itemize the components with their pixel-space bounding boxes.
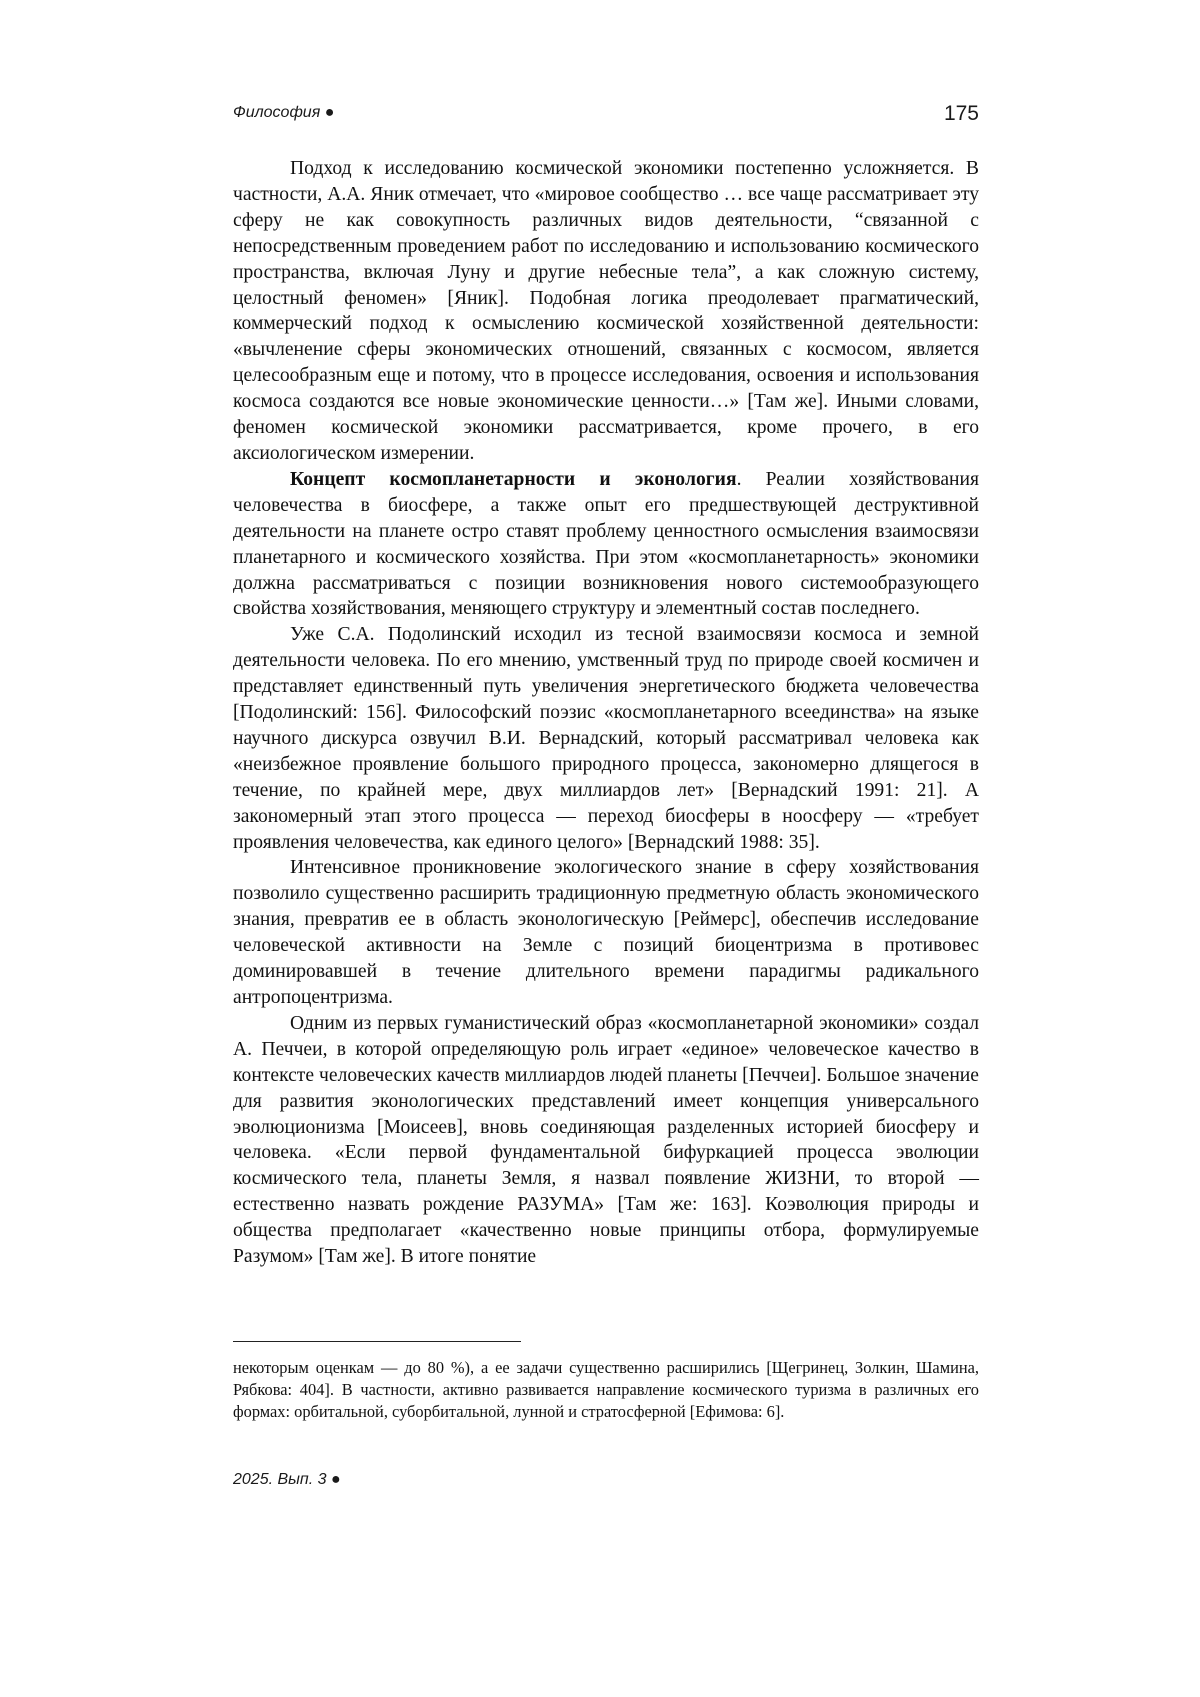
page-number: 175 — [943, 102, 979, 125]
paragraph-podolinsky-vernadsky: Уже С.А. Подолинский исходил из тесной взаимосвязи космоса и земной деятельности человека. По его мнению, умственный труд по природе своей космичен и представляет единственный путь увеличения энергетического бюджета человечества [Подолинский: 156]. Философский поэзис «космопланетарного всеединства» на языке научного дискурса озвучил В.И. Вернадский, который рассматривал человека как «неизбежное проявление большого природного процесса, закономерно длящегося в течение, по крайней мере, двух миллиардов лет» [Вернадский 1991: 21]. А закономерный этап этого процесса — переход биосферы в ноосферу — «требует проявления человечества, как единого целого» [Вернадский 1988: 35]. — [233, 624, 979, 853]
paragraph-ecological-knowledge: Интенсивное проникновение экологического знание в сферу хозяйствования позволило существенно расширить традиционную предметную область экономического знания, превратив ее в область эконологическую [Реймерс], обеспечив исследование человеческой активности на Земле с позиций биоцентризма в противовес доминировавшей в течение длительного времени парадигмы радикального антропоцентризма. — [233, 857, 979, 1008]
footnote-divider — [233, 1341, 521, 1342]
footnote-text: некоторым оценкам — до 80 %), а ее задачи существенно расширились [Щегринец, Золкин, Шамина, Рябкова: 404]. В частности, активно развивается направление космического туризма в различных его формах: орбитальной, суборбитальной, лунной и стратосферной [Ефимова: 6]. — [233, 1358, 979, 1421]
paragraph-text: . Реалии хозяйствования человечества в биосфере, а также опыт его предшествующей деструктивной деятельности на планете остро ставят проблему ценностного осмысления взаимосвязи планетарного и космического хозяйства. При этом «космопланетарность» экономики должна рассматриваться с позиции возникновения нового системообразующего свойства хозяйствования, меняющего структуру и элементный состав последнего. — [233, 468, 979, 620]
section-lead-heading: Концепт космопланетарности и эконология — [290, 468, 737, 490]
running-footer-issue: 2025. Вып. 3 ● — [233, 1471, 341, 1488]
article-body — [233, 156, 979, 1270]
paragraph-space-economy: Подход к исследованию космической экономики постепенно усложняется. В частности, А.А. Яник отмечает, что «мировое сообщество … все чаще рассматривает эту сферу не как совокупность различных видов деятельности, “связанной с непосредственным проведением работ по исследованию и использованию космического пространства, включая Луну и другие небесные тела”, а как сложную систему, целостный феномен» [Яник]. Подобная логика преодолевает прагматический, коммерческий подход к осмыслению космической хозяйственной деятельности: «вычленение сферы экономических отношений, связанных с космосом, является целесообразным еще и потому, что в процессе исследования, освоения и использования космоса создаются все новые экономические ценности…» [Там же]. Иными словами, феномен космической экономики рассматривается, кроме прочего, в его аксиологическом измерении. — [233, 158, 979, 464]
paragraph-cosmoplanetarity — [233, 467, 979, 622]
paragraph-peccei: Одним из первых гуманистический образ «космопланетарной экономики» создал А. Печчеи, в которой определяющую роль играет «единое» человеческое качество в контексте человеческих качеств миллиардов людей планеты [Печчеи]. Большое значение для развития эконологических представлений имеет концепция универсального эволюционизма [Моисеев], вновь соединяющая разделенных историей биосферу и человека. «Если первой фундаментальной бифуркацией процесса эволюции космического тела, планеты Земля, я назвал появление ЖИЗНИ, то второй — естественно назвать рождение РАЗУМА» [Там же: 163]. Коэволюция природы и общества предполагает «качественно новые принципы отбора, формулируемые Разумом» [Там же]. В итоге понятие — [233, 1012, 979, 1268]
running-header-section: Философия ● — [233, 104, 335, 121]
